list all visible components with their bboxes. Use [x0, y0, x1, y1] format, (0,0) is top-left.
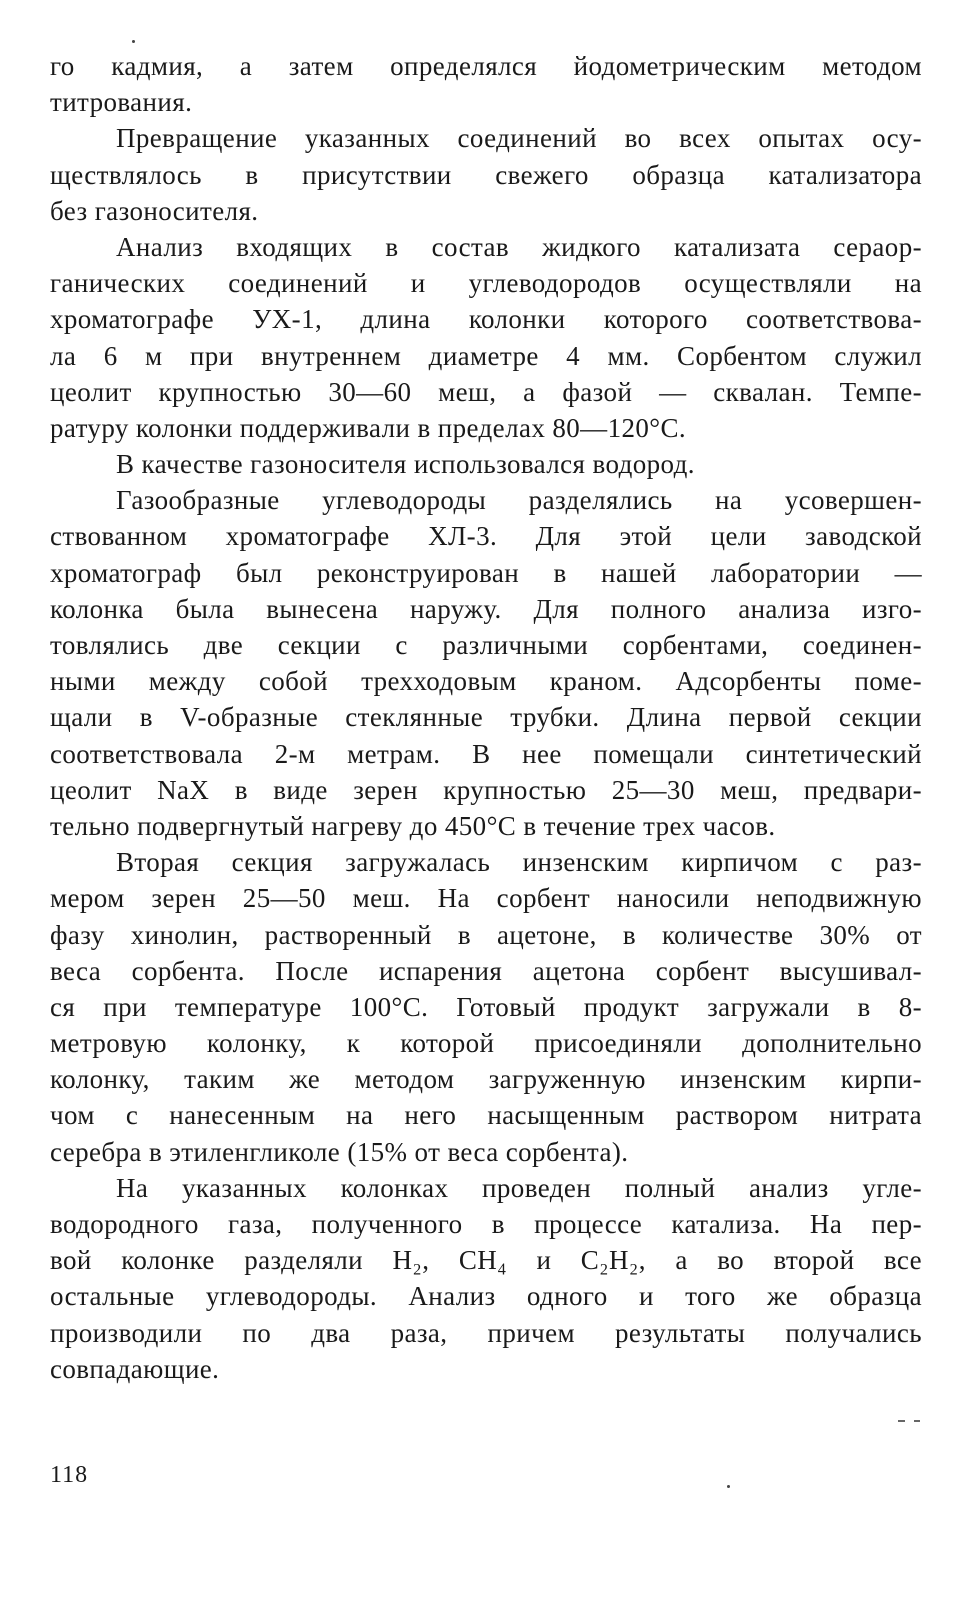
text-line: ствованном хроматографе ХЛ-3. Для этой цели заводской — [50, 521, 922, 552]
page-body — [50, 48, 922, 1387]
text-line: серебра в этиленгликоле (15% от веса сорбента). — [50, 1136, 629, 1167]
text-line: ными между собой трехходовым краном. Адсорбенты поме- — [50, 666, 922, 697]
text-line: Вторая секция загружалась инзенским кирпичом с раз- — [116, 847, 922, 878]
text-line: цеолит крупностью 30—60 меш, а фазой — сквалан. Темпе- — [50, 376, 922, 407]
text-line: метровую колонку, к которой присоединяли дополнительно — [50, 1028, 922, 1059]
print-speck — [132, 40, 135, 43]
text-line: ганических соединений и углеводородов осуществляли на — [50, 268, 922, 299]
text-line: веса сорбента. После испарения ацетона сорбент высушивал- — [50, 955, 922, 986]
text-line: ла 6 м при внутреннем диаметре 4 мм. Сорбентом служил — [50, 340, 922, 371]
text-line: В качестве газоносителя использовался водород. — [116, 449, 695, 480]
text-line: щали в V-образные стеклянные трубки. Длина первой секции — [50, 702, 922, 733]
text-line: без газоносителя. — [50, 195, 259, 226]
text-line: хроматографе УХ-1, длина колонки которого соответствова- — [50, 304, 922, 335]
text-line: совпадающие. — [50, 1353, 220, 1384]
text-line: фазу хинолин, растворенный в ацетоне, в количестве 30% от — [50, 919, 922, 950]
text-line: производили по два раза, причем результаты получались — [50, 1317, 922, 1348]
text-line: ществлялось в присутствии свежего образца катализатора — [50, 159, 922, 190]
text-line: мером зерен 25—50 меш. На сорбент наносили неподвижную — [50, 883, 922, 914]
text-line: соответствовала 2-м метрам. В нее помещали синтетический — [50, 738, 922, 769]
paragraph — [50, 844, 922, 1170]
text-line: титрования. — [50, 87, 193, 118]
text-line: водородного газа, полученного в процессе катализа. На пер- — [50, 1209, 922, 1239]
paragraph — [50, 482, 922, 844]
paragraph — [50, 1170, 922, 1387]
text-line: вой колонке разделяли H₂, CH₄ и C₂H₂, а во второй все — [50, 1245, 922, 1276]
text-line: го кадмия, а затем определялся йодометрическим методом — [50, 51, 922, 81]
text-line: цеолит NaX в виде зерен крупностью 25—30 меш, предвари- — [50, 774, 922, 805]
text-line: колонка была вынесена наружу. Для полного анализа изго- — [50, 593, 922, 624]
text-line: тельно подвергнутый нагреву до 450°С в течение трех часов. — [50, 810, 776, 841]
paragraph — [50, 446, 922, 482]
text-line: Анализ входящих в состав жидкого катализата сераор- — [116, 231, 922, 262]
text-line: остальные углеводороды. Анализ одного и того же образца — [50, 1281, 922, 1312]
page-number: 118 — [50, 1462, 89, 1488]
print-speck — [727, 1485, 730, 1488]
paragraph — [50, 229, 922, 446]
print-mark — [898, 1420, 905, 1422]
text-line: колонку, таким же методом загруженную инзенским кирпи- — [50, 1064, 922, 1095]
text-line: хроматограф был реконструирован в нашей лаборатории — — [50, 557, 922, 588]
paragraph — [50, 120, 922, 229]
text-line: чом с нанесенным на него насыщенным раствором нитрата — [50, 1100, 922, 1131]
paragraph — [50, 48, 922, 120]
text-line: товлялись две секции с различными сорбентами, соединен- — [50, 630, 922, 660]
text-line: ся при температуре 100°С. Готовый продукт загружали в 8- — [50, 991, 922, 1022]
text-line: На указанных колонках проведен полный анализ угле- — [116, 1172, 922, 1203]
text-line: Превращение указанных соединений во всех опытах осу- — [116, 123, 922, 154]
text-line: Газообразные углеводороды разделялись на усовершен- — [116, 485, 922, 516]
text-line: ратуру колонки поддерживали в пределах 80—120°С. — [50, 412, 687, 443]
print-mark — [914, 1420, 920, 1422]
